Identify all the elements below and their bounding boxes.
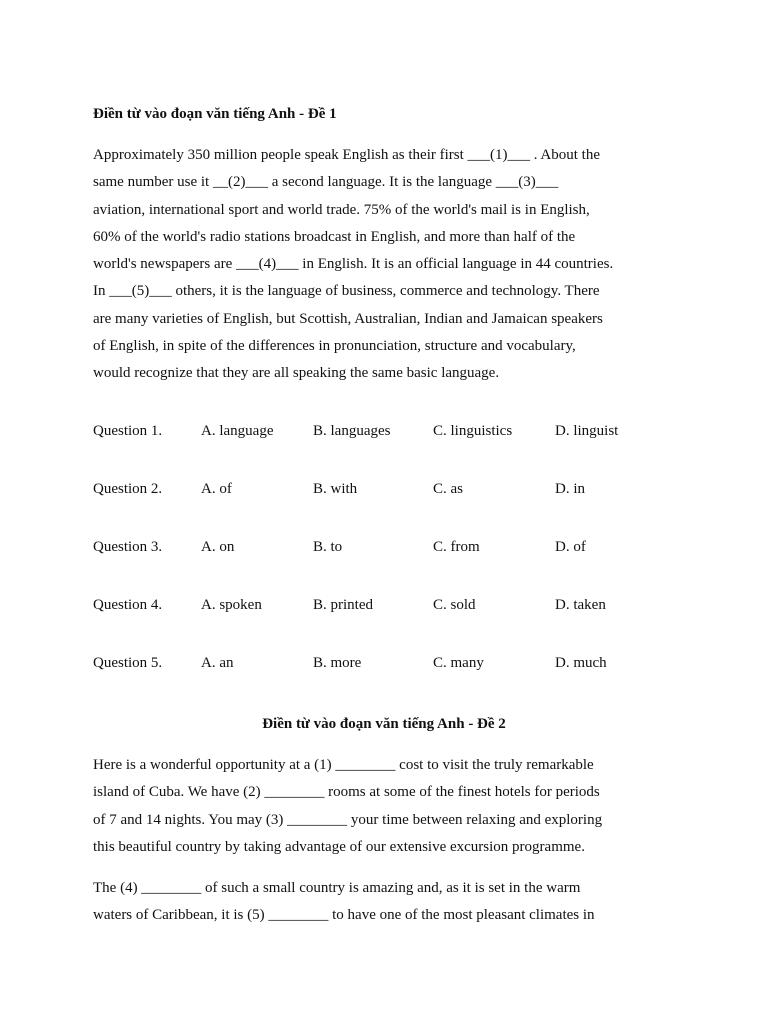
passage-line: are many varieties of English, but Scottish, Australian, Indian and Jamaican speakers [93, 310, 603, 327]
passage-line: 60% of the world's radio stations broadcast in English, and more than half of the [93, 228, 576, 245]
option-b: B. with [313, 481, 358, 497]
passage-line: same number use it __(2)___ a second language. It is the language ___(3)___ [93, 174, 559, 191]
exercise-2-paragraph-2 [93, 875, 673, 930]
passage-line: of English, in spite of the differences in pronunciation, structure and vocabulary, [93, 338, 576, 355]
option-a: A. spoken [201, 597, 262, 613]
question-label: Question 1. [93, 423, 163, 439]
option-b: B. more [313, 655, 362, 671]
question-row-3 [93, 536, 693, 558]
option-d: D. of [555, 539, 586, 555]
passage-line: world's newspapers are ___(4)___ in English. It is an official language in 44 countries. [93, 256, 614, 273]
question-label: Question 3. [93, 539, 163, 555]
option-b: B. to [313, 539, 343, 555]
exercise-1-title: Điền từ vào đoạn văn tiếng Anh - Đề 1 [93, 106, 337, 122]
question-row-5 [93, 652, 693, 674]
option-c: C. from [433, 539, 480, 555]
option-b: B. languages [313, 423, 391, 439]
exercise-2-paragraph-1 [93, 752, 673, 861]
passage-line: aviation, international sport and world trade. 75% of the world's mail is in English, [93, 201, 590, 218]
option-d: D. taken [555, 597, 606, 613]
option-d: D. much [555, 655, 607, 671]
exercise-1-passage [93, 142, 673, 388]
option-d: D. linguist [555, 423, 619, 439]
question-label: Question 2. [93, 481, 163, 497]
passage-line: Here is a wonderful opportunity at a (1) ________ cost to visit the truly remarkable [93, 757, 594, 773]
option-a: A. on [201, 539, 235, 555]
question-row-4 [93, 594, 693, 616]
option-a: A. of [201, 481, 232, 497]
exercise-2-title: Điền từ vào đoạn văn tiếng Anh - Đề 2 [262, 716, 506, 732]
passage-line: of 7 and 14 nights. You may (3) ________ your time between relaxing and exploring [93, 811, 603, 828]
passage-line: In ___(5)___ others, it is the language of business, commerce and technology. There [93, 283, 600, 300]
option-c: C. sold [433, 597, 476, 613]
option-a: A. language [201, 423, 274, 439]
option-b: B. printed [313, 597, 373, 613]
question-label: Question 5. [93, 655, 163, 671]
passage-line: would recognize that they are all speaking the same basic language. [93, 365, 500, 382]
option-a: A. an [201, 655, 234, 671]
option-c: C. as [433, 481, 463, 497]
option-d: D. in [555, 481, 585, 497]
question-label: Question 4. [93, 597, 163, 613]
passage-line: island of Cuba. We have (2) ________ rooms at some of the finest hotels for periods [93, 784, 600, 801]
passage-line: waters of Caribbean, it is (5) ________ to have one of the most pleasant climates in [93, 907, 595, 924]
option-c: C. many [433, 655, 484, 671]
passage-line: The (4) ________ of such a small country is amazing and, as it is set in the warm [93, 880, 581, 896]
question-row-1 [93, 420, 693, 442]
passage-line: Approximately 350 million people speak English as their first ___(1)___ . About the [93, 147, 601, 163]
option-c: C. linguistics [433, 423, 513, 439]
question-row-2 [93, 478, 693, 500]
passage-line: this beautiful country by taking advantage of our extensive excursion programme. [93, 838, 585, 855]
